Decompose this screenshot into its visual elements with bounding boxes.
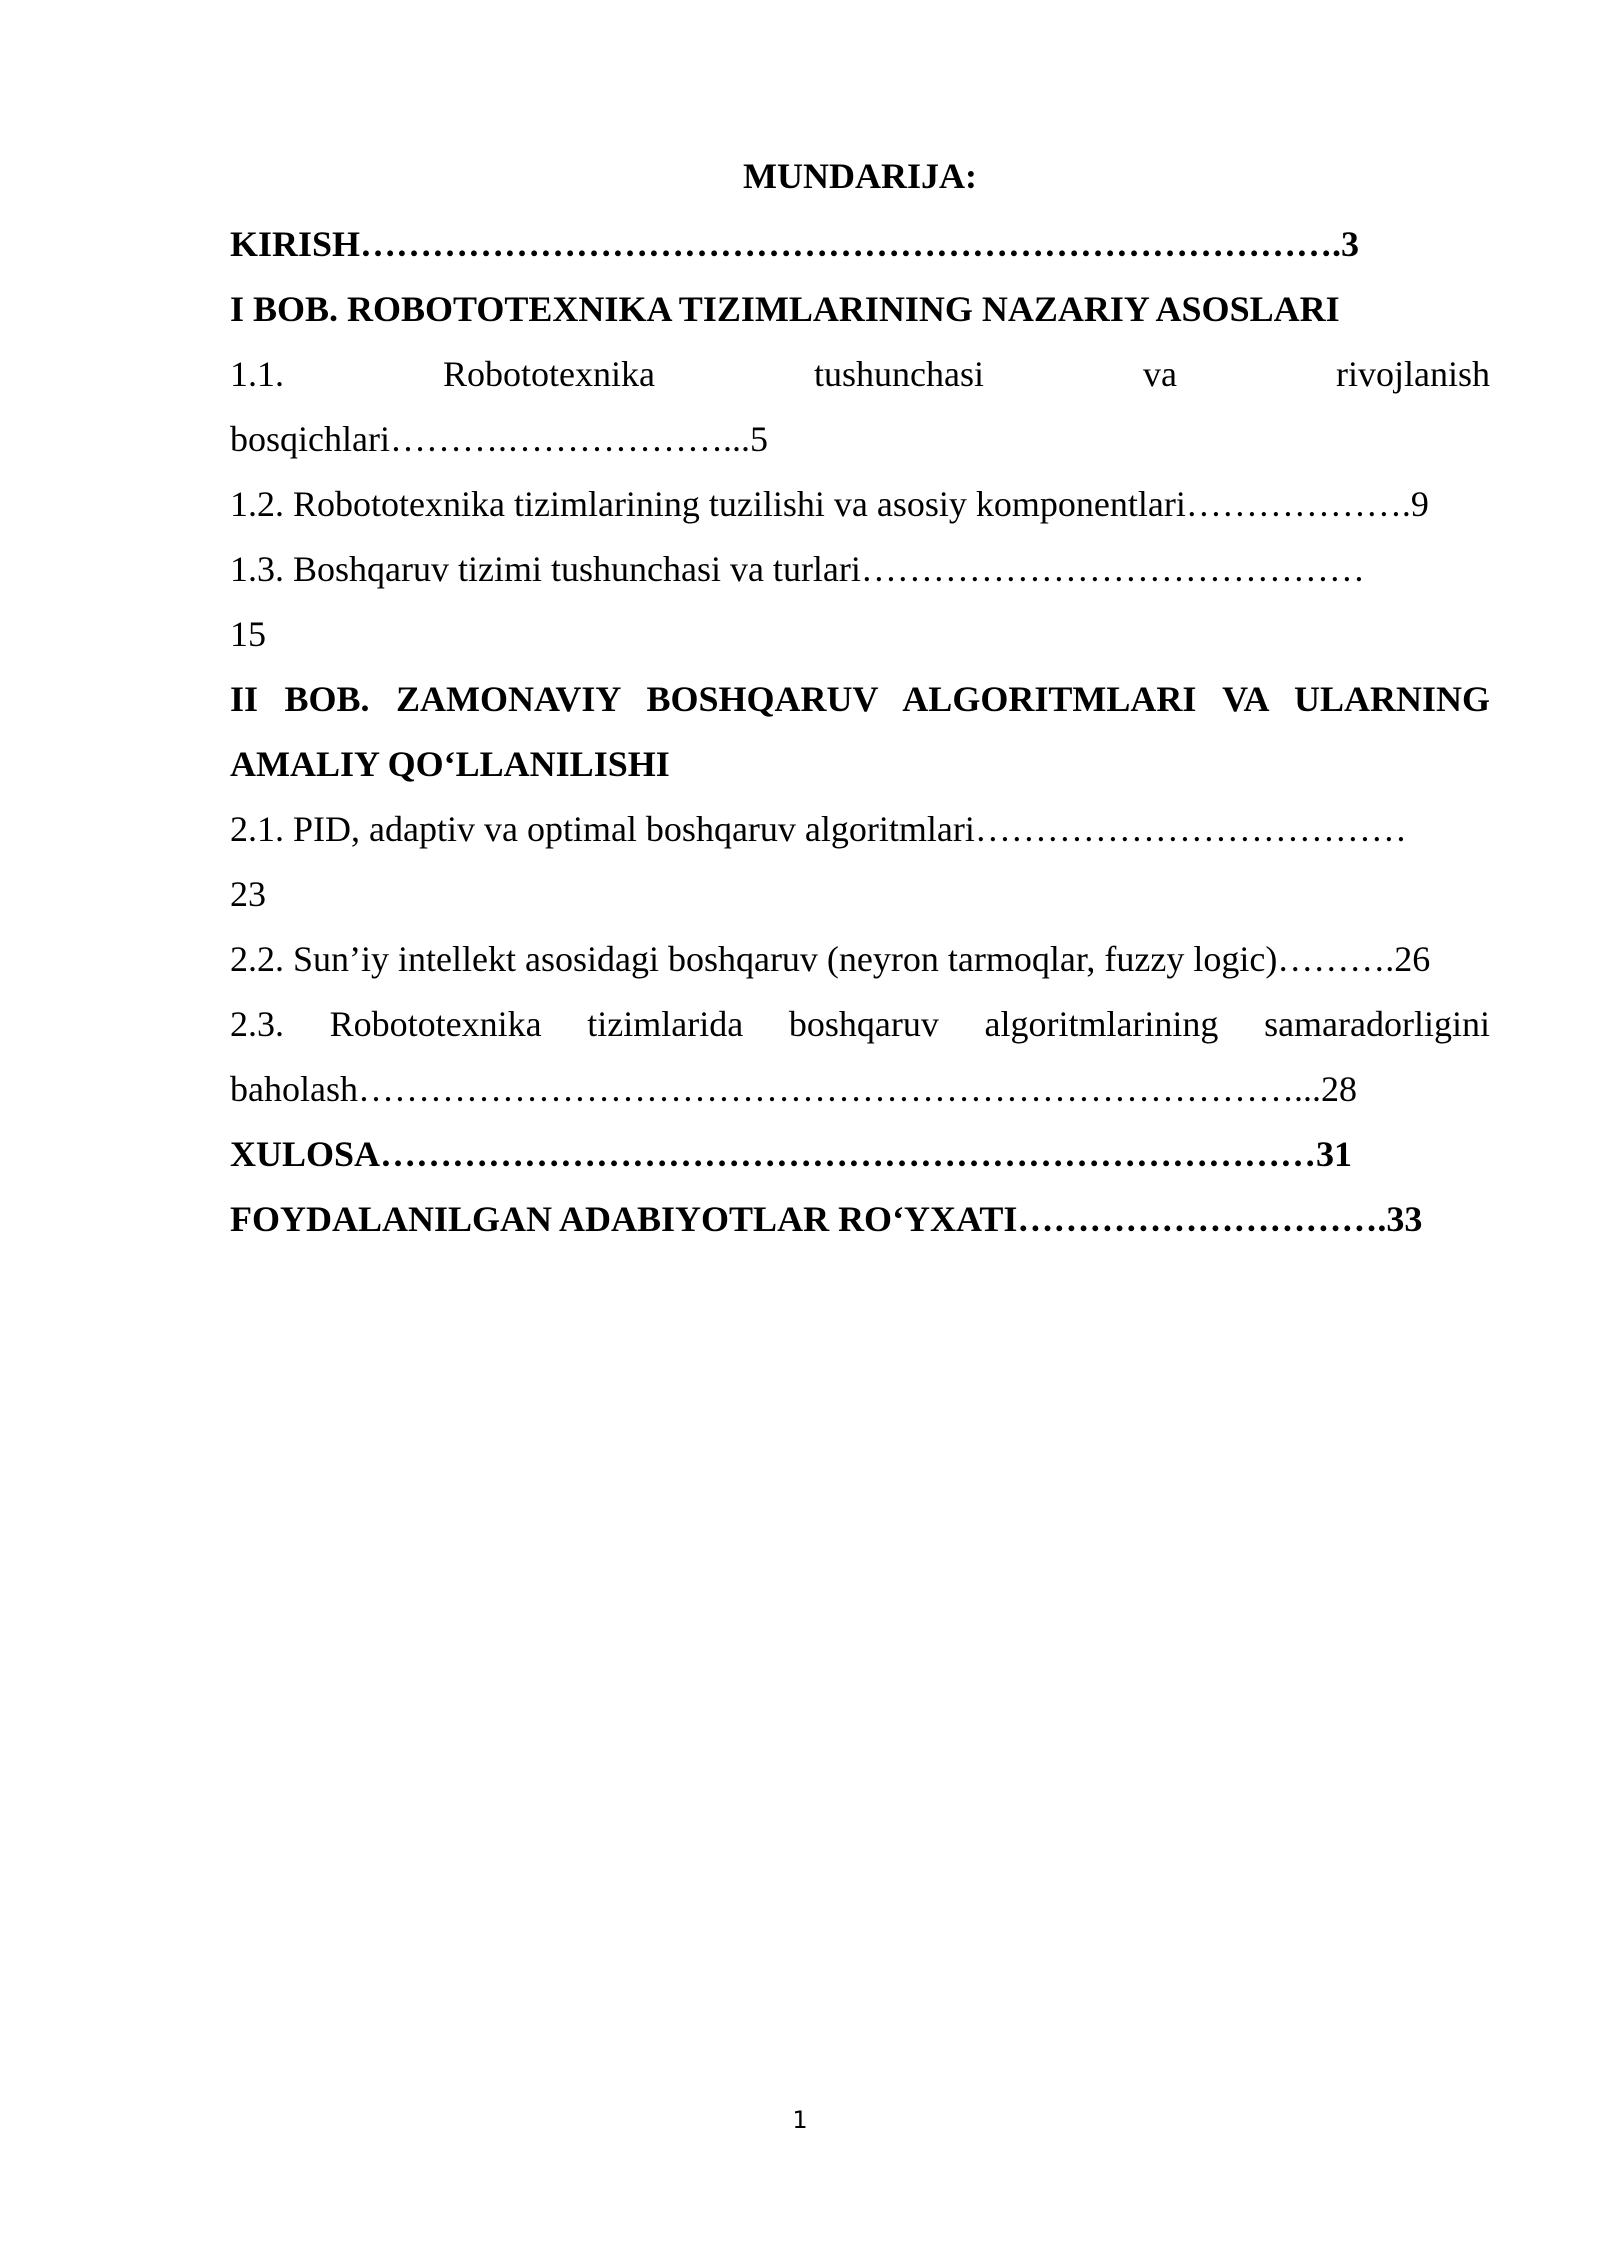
- toc-entry-1-3-page: 15: [230, 614, 266, 654]
- toc-entry-2-3-continuation: baholash……………………………………………………………………...28: [230, 1069, 1357, 1109]
- page-number: 1: [792, 2106, 808, 2134]
- toc-entry-2-3-word: samaradorligini: [1264, 1004, 1490, 1044]
- toc-entry-2-3: [230, 992, 1490, 1057]
- toc-entry-2-3-word: tizimlarida: [587, 1004, 744, 1044]
- toc-entry-1-1-word: Robototexnika: [443, 354, 655, 394]
- toc-entry-xulosa: XULOSA……………………………………………………………………31: [230, 1134, 1353, 1174]
- toc-entry-2-3-word: 2.3.: [230, 1004, 284, 1044]
- toc-chapter-2-title-line2: AMALIY QO‘LLANILISHI: [230, 744, 670, 784]
- toc-chapter-2-title-line1: II BOB. ZAMONAVIY BOSHQARUV ALGORITMLARI VA ULARNING: [230, 679, 1490, 719]
- table-of-contents: [230, 148, 1490, 1252]
- toc-entry-1-2: 1.2. Robototexnika tizimlarining tuzilishi va asosiy komponentlari……………….9: [230, 484, 1429, 524]
- toc-entry-2-3-word: Robototexnika: [329, 1004, 542, 1044]
- toc-chapter-2-title: [230, 667, 1490, 732]
- toc-chapter-1-title: I BOB. ROBOTOTEXNIKA TIZIMLARINING NAZARIY ASOSLARI: [230, 289, 1340, 329]
- toc-entry-2-1: 2.1. PID, adaptiv va optimal boshqaruv algoritmlari………………………………: [230, 809, 1407, 849]
- toc-entry-2-2: 2.2. Sun’iy intellekt asosidagi boshqaruv (neyron tarmoqlar, fuzzy logic)……….26: [230, 939, 1431, 979]
- toc-entry-1-1-word: tushunchasi: [814, 354, 984, 394]
- toc-entry-kirish: KIRISH……………………………………………………………………….3: [230, 224, 1360, 264]
- toc-entry-1-1-word: rivojlanish: [1336, 354, 1490, 394]
- toc-entry-2-3-word: algoritmlarining: [984, 1004, 1219, 1044]
- toc-entry-1-1-continuation: bosqichlari……….………………...5: [230, 419, 768, 459]
- toc-entry-2-1-page: 23: [230, 874, 266, 914]
- toc-entry-1-1-word: 1.1.: [230, 354, 284, 394]
- toc-entry-2-3-word: boshqaruv: [788, 1004, 939, 1044]
- toc-entry-1-3: 1.3. Boshqaruv tizimi tushunchasi va turlari……………………………………: [230, 549, 1365, 589]
- toc-entry-1-1: [230, 342, 1490, 407]
- toc-heading: MUNDARIJA:: [743, 156, 977, 196]
- toc-entry-1-1-word: va: [1143, 354, 1177, 394]
- toc-entry-references: FOYDALANILGAN ADABIYOTLAR RO‘YXATI………………………….33: [230, 1199, 1423, 1239]
